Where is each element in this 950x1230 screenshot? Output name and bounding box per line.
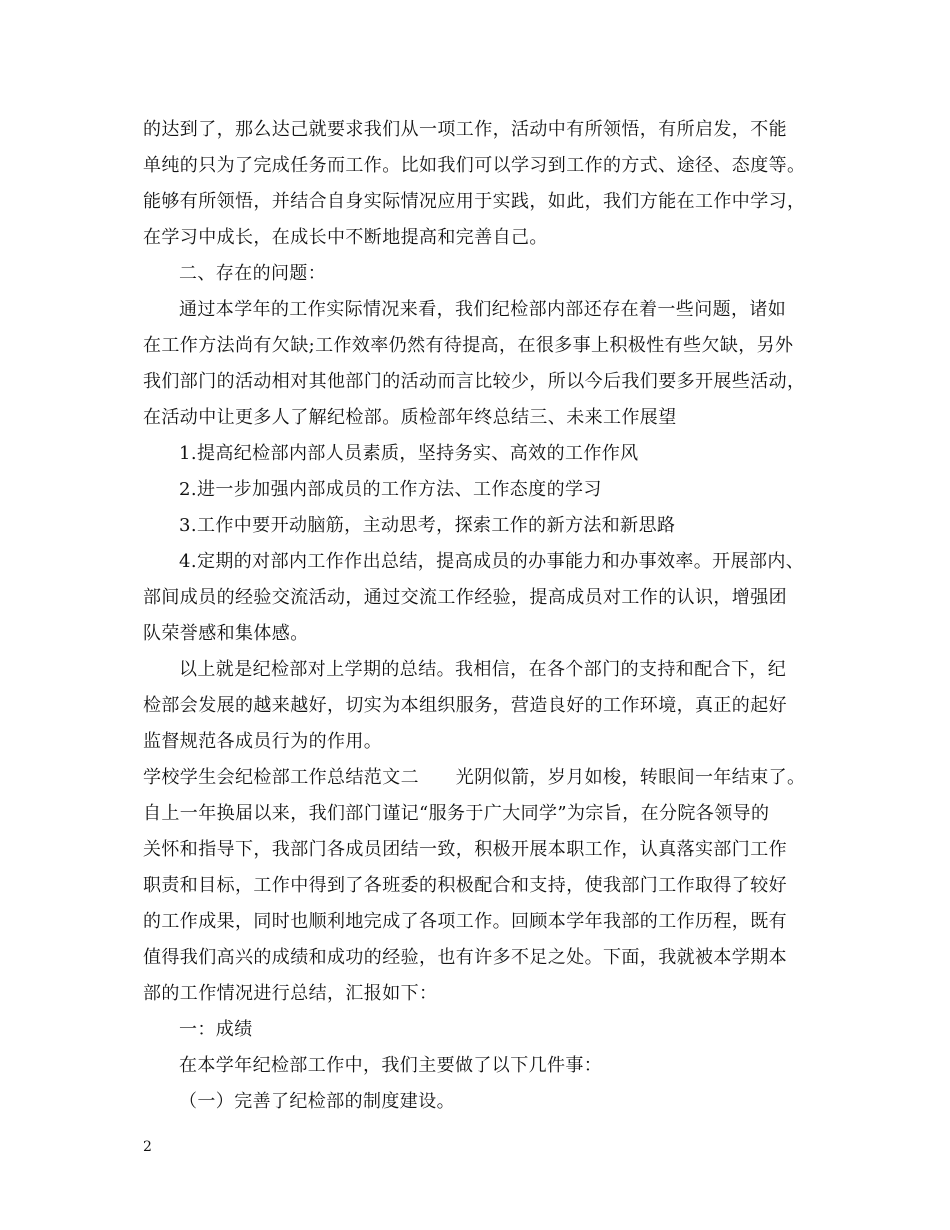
text-line: 检部会发展的越来越好，切实为本组织服务，营造良好的工作环境，真正的起好 xyxy=(143,695,787,716)
list-item: 1.提高纪检部内部人员素质，坚持务实、高效的工作作风 xyxy=(179,443,639,464)
text-line: 在学习中成长，在成长中不断地提高和完善自己。 xyxy=(143,227,548,248)
text-line: （一）完善了纪检部的制度建设。 xyxy=(179,1091,455,1112)
section-heading: 二、存在的问题： xyxy=(179,263,327,284)
list-item: 3.工作中要开动脑筋，主动思考，探索工作的新方法和新思路 xyxy=(179,515,676,536)
text-line: 能够有所领悟，并结合自身实际情况应用于实践，如此，我们方能在工作中学习， xyxy=(143,191,806,212)
text-line: 在本学年纪检部工作中，我们主要做了以下几件事： xyxy=(179,1055,603,1076)
section-heading: 一：成绩 xyxy=(179,1019,253,1040)
text-line: 我们部门的活动相对其他部门的活动而言比较少，所以今后我们要多开展些活动， xyxy=(143,371,806,392)
text-line: 部间成员的经验交流活动，通过交流工作经验，提高成员对工作的认识，增强团 xyxy=(143,587,787,608)
text-line: 学校学生会纪检部工作总结范文二 光阴似箭，岁月如梭，转眼间一年结束了。 xyxy=(143,767,806,788)
list-item: 2.进一步加强内部成员的工作方法、工作态度的学习 xyxy=(179,479,602,500)
text-line: 单纯的只为了完成任务而工作。比如我们可以学习到工作的方式、途径、态度等。 xyxy=(143,155,806,176)
text-line: 部的工作情况进行总结，汇报如下： xyxy=(143,983,438,1004)
text-line: 的达到了，那么达己就要求我们从一项工作，活动中有所领悟，有所启发，不能 xyxy=(143,119,787,140)
text-line: 关怀和指导下，我部门各成员团结一致，积极开展本职工作，认真落实部门工作 xyxy=(143,839,787,860)
text-line: 的工作成果，同时也顺利地完成了各项工作。回顾本学年我部的工作历程，既有 xyxy=(143,911,787,932)
text-line: 队荣誉感和集体感。 xyxy=(143,623,309,644)
page-number: 2 xyxy=(143,1139,152,1155)
text-line: 以上就是纪检部对上学期的总结。我相信，在各个部门的支持和配合下，纪 xyxy=(179,659,787,680)
text-line: 职责和目标，工作中得到了各班委的积极配合和支持，使我部门工作取得了较好 xyxy=(143,875,787,896)
text-line: 监督规范各成员行为的作用。 xyxy=(143,731,383,752)
text-line: 自上一年换届以来，我们部门谨记“服务于广大同学”为宗旨，在分院各领导的 xyxy=(143,803,770,824)
text-line: 在工作方法尚有欠缺;工作效率仍然有待提高，在很多事上积极性有些欠缺，另外 xyxy=(143,335,794,356)
text-line: 值得我们高兴的成绩和成功的经验，也有许多不足之处。下面，我就被本学期本 xyxy=(143,947,787,968)
text-line: 通过本学年的工作实际情况来看，我们纪检部内部还存在着一些问题，诸如 xyxy=(179,299,787,320)
text-line: 在活动中让更多人了解纪检部。质检部年终总结三、未来工作展望 xyxy=(143,407,677,428)
list-item: 4.定期的对部内工作作出总结，提高成员的办事能力和办事效率。开展部内、 xyxy=(179,551,805,572)
